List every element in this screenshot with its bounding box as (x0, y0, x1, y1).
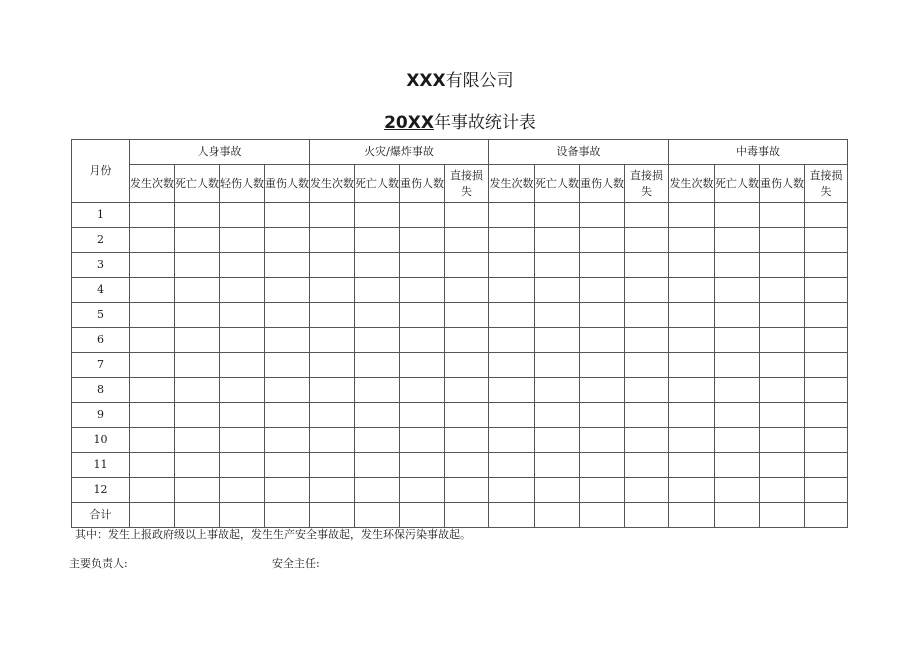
table-cell[interactable] (489, 503, 535, 528)
table-cell[interactable] (265, 453, 310, 478)
table-cell[interactable] (489, 278, 535, 303)
table-cell[interactable] (625, 253, 669, 278)
subheader-cell: 轻伤人数 (220, 165, 265, 203)
table-cell[interactable] (265, 328, 310, 353)
company-name (0, 66, 920, 91)
table-cell[interactable] (265, 478, 310, 503)
table-cell[interactable] (400, 428, 445, 453)
table-cell[interactable] (220, 453, 265, 478)
table-cell[interactable] (355, 228, 400, 253)
table-cell[interactable] (310, 203, 355, 228)
table-cell[interactable] (669, 278, 715, 303)
table-cell[interactable] (220, 303, 265, 328)
table-cell[interactable] (535, 203, 580, 228)
row-label: 5 (72, 303, 130, 328)
table-cell[interactable] (220, 203, 265, 228)
table-cell[interactable] (310, 228, 355, 253)
table-cell[interactable] (760, 478, 805, 503)
table-cell[interactable] (445, 203, 489, 228)
accident-statistics-table (71, 139, 848, 528)
table-row (72, 453, 848, 478)
table-cell[interactable] (625, 303, 669, 328)
table-row (72, 353, 848, 378)
table-cell[interactable] (445, 303, 489, 328)
table-cell[interactable] (669, 503, 715, 528)
table-cell[interactable] (130, 503, 175, 528)
table-cell[interactable] (489, 303, 535, 328)
table-cell[interactable] (265, 353, 310, 378)
table-cell[interactable] (580, 228, 625, 253)
table-cell[interactable] (175, 303, 220, 328)
table-cell[interactable] (310, 303, 355, 328)
table-cell[interactable] (580, 278, 625, 303)
table-cell[interactable] (805, 203, 848, 228)
table-cell[interactable] (715, 253, 760, 278)
table-cell[interactable] (265, 278, 310, 303)
table-cell[interactable] (760, 378, 805, 403)
table-cell[interactable] (400, 303, 445, 328)
table-cell[interactable] (805, 453, 848, 478)
table-cell[interactable] (535, 428, 580, 453)
table-cell[interactable] (669, 353, 715, 378)
table-cell[interactable] (580, 378, 625, 403)
table-cell[interactable] (669, 303, 715, 328)
table-cell[interactable] (220, 228, 265, 253)
table-cell[interactable] (669, 328, 715, 353)
table-cell[interactable] (535, 228, 580, 253)
table-cell[interactable] (625, 453, 669, 478)
table-cell[interactable] (489, 478, 535, 503)
group-poisoning: 中毒事故 (669, 140, 848, 165)
group-personal-injury: 人身事故 (130, 140, 310, 165)
table-cell[interactable] (669, 378, 715, 403)
row-label: 2 (72, 228, 130, 253)
table-cell[interactable] (580, 353, 625, 378)
subheader-cell: 发生次数 (489, 165, 535, 203)
table-cell[interactable] (355, 203, 400, 228)
row-label: 9 (72, 403, 130, 428)
table-cell[interactable] (489, 428, 535, 453)
table-cell[interactable] (265, 303, 310, 328)
row-label: 1 (72, 203, 130, 228)
subheader-cell: 死亡人数 (175, 165, 220, 203)
subheader-cell: 死亡人数 (715, 165, 760, 203)
company-prefix: XXX (406, 71, 446, 91)
table-cell[interactable] (355, 478, 400, 503)
table-cell[interactable] (580, 503, 625, 528)
subheader-cell: 直接损失 (805, 165, 848, 203)
table-cell[interactable] (535, 328, 580, 353)
table-cell[interactable] (400, 478, 445, 503)
table-cell[interactable] (445, 428, 489, 453)
table-cell[interactable] (489, 353, 535, 378)
table-row (72, 253, 848, 278)
table-cell[interactable] (445, 278, 489, 303)
table-row (72, 403, 848, 428)
table-cell[interactable] (355, 378, 400, 403)
table-cell[interactable] (310, 403, 355, 428)
table-cell[interactable] (220, 253, 265, 278)
table-cell[interactable] (175, 453, 220, 478)
table-cell[interactable] (355, 428, 400, 453)
group-equipment: 设备事故 (489, 140, 669, 165)
table-cell[interactable] (310, 503, 355, 528)
table-cell[interactable] (760, 428, 805, 453)
subheader-cell: 重伤人数 (400, 165, 445, 203)
subheader-cell: 重伤人数 (580, 165, 625, 203)
table-cell[interactable] (715, 328, 760, 353)
table-cell[interactable] (310, 353, 355, 378)
table-cell[interactable] (400, 203, 445, 228)
table-cell[interactable] (669, 478, 715, 503)
table-cell[interactable] (715, 353, 760, 378)
table-cell[interactable] (715, 428, 760, 453)
table-cell[interactable] (130, 328, 175, 353)
table-cell[interactable] (760, 403, 805, 428)
table-cell[interactable] (355, 403, 400, 428)
table-row (72, 478, 848, 503)
table-cell[interactable] (265, 253, 310, 278)
table-row (72, 278, 848, 303)
table-title-text: 年事故统计表 (433, 113, 536, 133)
table-cell[interactable] (400, 378, 445, 403)
table-cell[interactable] (535, 278, 580, 303)
table-cell[interactable] (535, 253, 580, 278)
table-cell[interactable] (355, 278, 400, 303)
table-cell[interactable] (175, 428, 220, 453)
table-row (72, 228, 848, 253)
table-cell[interactable] (669, 453, 715, 478)
table-cell[interactable] (760, 303, 805, 328)
table-cell[interactable] (175, 378, 220, 403)
subheader-cell: 重伤人数 (265, 165, 310, 203)
table-cell[interactable] (760, 203, 805, 228)
row-label: 6 (72, 328, 130, 353)
table-cell[interactable] (625, 353, 669, 378)
row-label: 8 (72, 378, 130, 403)
subheader-cell: 发生次数 (130, 165, 175, 203)
table-cell[interactable] (669, 228, 715, 253)
table-cell[interactable] (310, 428, 355, 453)
table-cell[interactable] (805, 278, 848, 303)
table-cell[interactable] (400, 328, 445, 353)
row-label: 4 (72, 278, 130, 303)
table-cell[interactable] (220, 503, 265, 528)
table-cell[interactable] (625, 503, 669, 528)
row-label: 3 (72, 253, 130, 278)
table-cell[interactable] (355, 453, 400, 478)
month-header: 月份 (72, 140, 130, 203)
table-cell[interactable] (220, 428, 265, 453)
subheader-cell: 直接损失 (445, 165, 489, 203)
table-title (0, 108, 920, 133)
table-cell[interactable] (669, 253, 715, 278)
table-cell[interactable] (355, 353, 400, 378)
table-cell[interactable] (805, 353, 848, 378)
table-cell[interactable] (265, 503, 310, 528)
table-cell[interactable] (489, 203, 535, 228)
table-cell[interactable] (445, 228, 489, 253)
table-cell[interactable] (715, 478, 760, 503)
table-cell[interactable] (625, 328, 669, 353)
table-cell[interactable] (400, 253, 445, 278)
table-cell[interactable] (400, 278, 445, 303)
table-cell[interactable] (265, 228, 310, 253)
table-cell[interactable] (130, 253, 175, 278)
table-cell[interactable] (580, 253, 625, 278)
table-cell[interactable] (805, 403, 848, 428)
table-cell[interactable] (400, 403, 445, 428)
summary-note: 其中：发生上报政府级以上事故起，发生生产安全事故起，发生环保污染事故起。 (75, 528, 471, 541)
table-cell[interactable] (355, 328, 400, 353)
table-cell[interactable] (175, 403, 220, 428)
table-cell[interactable] (805, 503, 848, 528)
table-cell[interactable] (310, 328, 355, 353)
table-cell[interactable] (715, 378, 760, 403)
table-cell[interactable] (625, 378, 669, 403)
table-cell[interactable] (220, 403, 265, 428)
table-row (72, 303, 848, 328)
table-cell[interactable] (625, 403, 669, 428)
table-cell[interactable] (400, 228, 445, 253)
table-cell[interactable] (715, 228, 760, 253)
table-row (72, 328, 848, 353)
table-cell[interactable] (220, 378, 265, 403)
table-cell[interactable] (175, 278, 220, 303)
table-cell[interactable] (805, 228, 848, 253)
table-cell[interactable] (760, 503, 805, 528)
table-cell[interactable] (400, 503, 445, 528)
table-cell[interactable] (535, 403, 580, 428)
table-cell[interactable] (715, 453, 760, 478)
table-cell[interactable] (130, 278, 175, 303)
table-cell[interactable] (625, 228, 669, 253)
table-cell[interactable] (445, 503, 489, 528)
table-cell[interactable] (175, 328, 220, 353)
table-cell[interactable] (220, 478, 265, 503)
table-cell[interactable] (580, 428, 625, 453)
table-cell[interactable] (445, 403, 489, 428)
table-cell[interactable] (130, 478, 175, 503)
table-cell[interactable] (130, 453, 175, 478)
table-cell[interactable] (355, 503, 400, 528)
table-cell[interactable] (580, 453, 625, 478)
table-cell[interactable] (580, 403, 625, 428)
company-suffix: 有限公司 (445, 71, 514, 91)
subheader-cell: 发生次数 (669, 165, 715, 203)
table-cell[interactable] (760, 453, 805, 478)
table-cell[interactable] (175, 228, 220, 253)
table-cell[interactable] (535, 378, 580, 403)
table-cell[interactable] (535, 503, 580, 528)
table-cell[interactable] (175, 203, 220, 228)
table-cell[interactable] (625, 428, 669, 453)
table-cell[interactable] (175, 478, 220, 503)
table-cell[interactable] (489, 253, 535, 278)
table-cell[interactable] (265, 428, 310, 453)
table-cell[interactable] (715, 303, 760, 328)
table-cell[interactable] (625, 278, 669, 303)
table-cell[interactable] (580, 478, 625, 503)
table-cell[interactable] (445, 328, 489, 353)
table-cell[interactable] (760, 328, 805, 353)
row-label: 11 (72, 453, 130, 478)
table-cell[interactable] (400, 453, 445, 478)
table-cell[interactable] (489, 328, 535, 353)
table-cell[interactable] (669, 428, 715, 453)
table-row (72, 378, 848, 403)
table-cell[interactable] (760, 228, 805, 253)
table-cell[interactable] (220, 278, 265, 303)
table-cell[interactable] (715, 503, 760, 528)
table-cell[interactable] (445, 353, 489, 378)
table-cell[interactable] (535, 478, 580, 503)
table-cell[interactable] (715, 403, 760, 428)
table-cell[interactable] (760, 278, 805, 303)
table-cell[interactable] (310, 278, 355, 303)
table-cell[interactable] (130, 403, 175, 428)
table-cell[interactable] (130, 378, 175, 403)
table-cell[interactable] (625, 478, 669, 503)
table-cell[interactable] (220, 353, 265, 378)
table-cell[interactable] (310, 453, 355, 478)
table-cell[interactable] (489, 378, 535, 403)
table-cell[interactable] (445, 378, 489, 403)
table-cell[interactable] (489, 403, 535, 428)
table-cell[interactable] (175, 353, 220, 378)
table-cell[interactable] (310, 378, 355, 403)
table-cell[interactable] (805, 378, 848, 403)
table-cell[interactable] (310, 478, 355, 503)
table-cell[interactable] (489, 228, 535, 253)
table-cell[interactable] (580, 328, 625, 353)
table-cell[interactable] (445, 453, 489, 478)
table-cell[interactable] (130, 353, 175, 378)
table-cell[interactable] (535, 303, 580, 328)
table-cell[interactable] (580, 303, 625, 328)
table-title-year: 20XX (384, 113, 434, 133)
table-cell[interactable] (535, 353, 580, 378)
row-label: 12 (72, 478, 130, 503)
table-cell[interactable] (580, 203, 625, 228)
table-cell[interactable] (265, 403, 310, 428)
subheader-cell: 死亡人数 (535, 165, 580, 203)
table-cell[interactable] (355, 253, 400, 278)
subheader-cell: 直接损失 (625, 165, 669, 203)
group-fire-explosion: 火灾/爆炸事故 (310, 140, 489, 165)
table-cell[interactable] (355, 303, 400, 328)
table-cell[interactable] (265, 378, 310, 403)
table-cell[interactable] (669, 203, 715, 228)
table-cell[interactable] (175, 253, 220, 278)
table-cell[interactable] (805, 328, 848, 353)
table-cell[interactable] (805, 428, 848, 453)
table-cell[interactable] (535, 453, 580, 478)
table-cell[interactable] (715, 203, 760, 228)
table-cell[interactable] (805, 303, 848, 328)
subheader-cell: 发生次数 (310, 165, 355, 203)
principal-signature-label: 主要负责人: (69, 557, 128, 570)
row-label: 10 (72, 428, 130, 453)
table-cell[interactable] (669, 403, 715, 428)
table-cell[interactable] (310, 253, 355, 278)
subheader-cell: 死亡人数 (355, 165, 400, 203)
table-cell[interactable] (489, 453, 535, 478)
subheader-cell: 重伤人数 (760, 165, 805, 203)
table-cell[interactable] (175, 503, 220, 528)
table-cell[interactable] (400, 353, 445, 378)
table-cell[interactable] (760, 253, 805, 278)
table-cell[interactable] (805, 478, 848, 503)
table-cell[interactable] (445, 478, 489, 503)
table-cell[interactable] (715, 278, 760, 303)
table-cell[interactable] (130, 203, 175, 228)
table-row (72, 428, 848, 453)
table-cell[interactable] (220, 328, 265, 353)
table-cell[interactable] (130, 228, 175, 253)
table-row (72, 203, 848, 228)
table-cell[interactable] (130, 428, 175, 453)
table-cell[interactable] (445, 253, 489, 278)
row-label: 7 (72, 353, 130, 378)
safety-director-signature-label: 安全主任: (272, 557, 320, 570)
row-label: 合计 (72, 503, 130, 528)
table-row (72, 503, 848, 528)
table-cell[interactable] (265, 203, 310, 228)
table-cell[interactable] (805, 253, 848, 278)
table-cell[interactable] (760, 353, 805, 378)
table-cell[interactable] (130, 303, 175, 328)
table-cell[interactable] (625, 203, 669, 228)
